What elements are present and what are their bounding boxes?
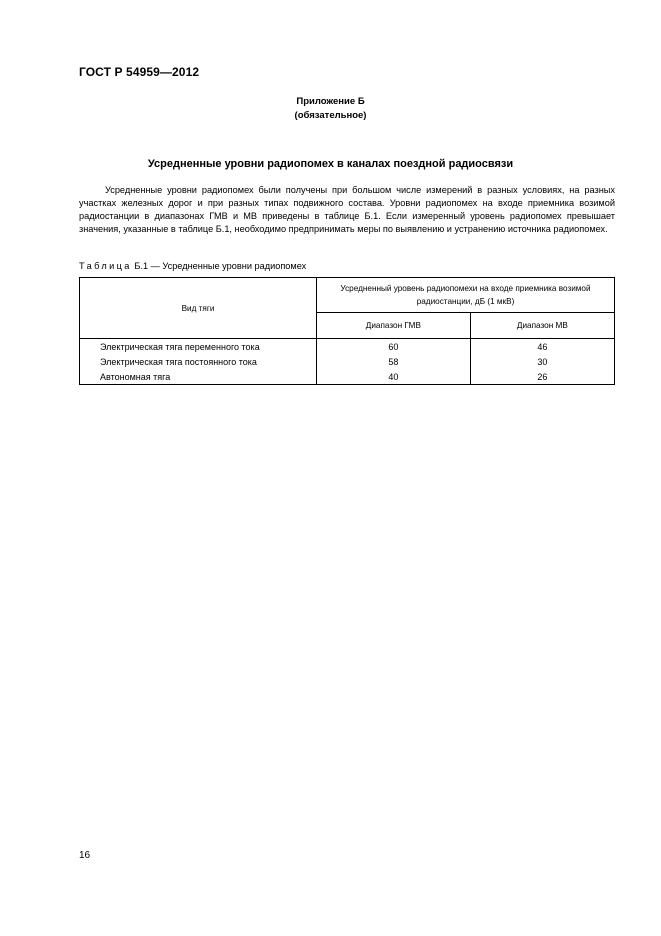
header-traction-kind: Вид тяги (80, 278, 317, 339)
header-average-level: Усредненный уровень радиопомехи на входе приемника возимой радиостанции, дБ (1 мкВ) (317, 278, 615, 313)
mv-value-cell: 46 (470, 339, 614, 355)
table-row (80, 339, 615, 355)
page-number: 16 (79, 850, 91, 861)
mv-value-cell: 26 (470, 369, 614, 385)
gmv-value-cell: 40 (317, 369, 471, 385)
interference-levels-table (79, 277, 615, 385)
table-caption (79, 261, 306, 271)
intro-paragraph: Усредненные уровни радиопомех были получены при большом числе измерений в разных условиях, на разных участках железных дорог и при разных типах подвижного состава. Уровни радиопомех на входе приемника возимой радиостанции в диапазонах ГМВ и МВ приведены в таблице Б.1. Если измеренный уровень радиопомех превышает значения, указанные в таблице Б.1, необходимо предпринимать меры по выявлению и устранению источника радиопомех. (79, 185, 615, 234)
traction-kind-cell: Электрическая тяга переменного тока (80, 339, 317, 355)
traction-kind-cell: Автономная тяга (80, 369, 317, 385)
table-caption-text: Б.1 — Усредненные уровни радиопомех (134, 261, 307, 271)
gmv-value-cell: 60 (317, 339, 471, 355)
traction-kind-cell: Электрическая тяга постоянного тока (80, 354, 317, 369)
table-row (80, 354, 615, 369)
section-title: Усредненные уровни радиопомех в каналах поездной радиосвязи (147, 158, 514, 170)
header-gmv-range: Диапазон ГМВ (317, 313, 471, 339)
annex-title: Приложение Б (296, 96, 365, 107)
gmv-value-cell: 58 (317, 354, 471, 369)
table-caption-label: Таблица (79, 261, 132, 271)
document-code: ГОСТ Р 54959—2012 (79, 65, 200, 79)
table-row (80, 369, 615, 385)
annex-status: (обязательное) (294, 110, 367, 121)
mv-value-cell: 30 (470, 354, 614, 369)
header-mv-range: Диапазон МВ (470, 313, 614, 339)
